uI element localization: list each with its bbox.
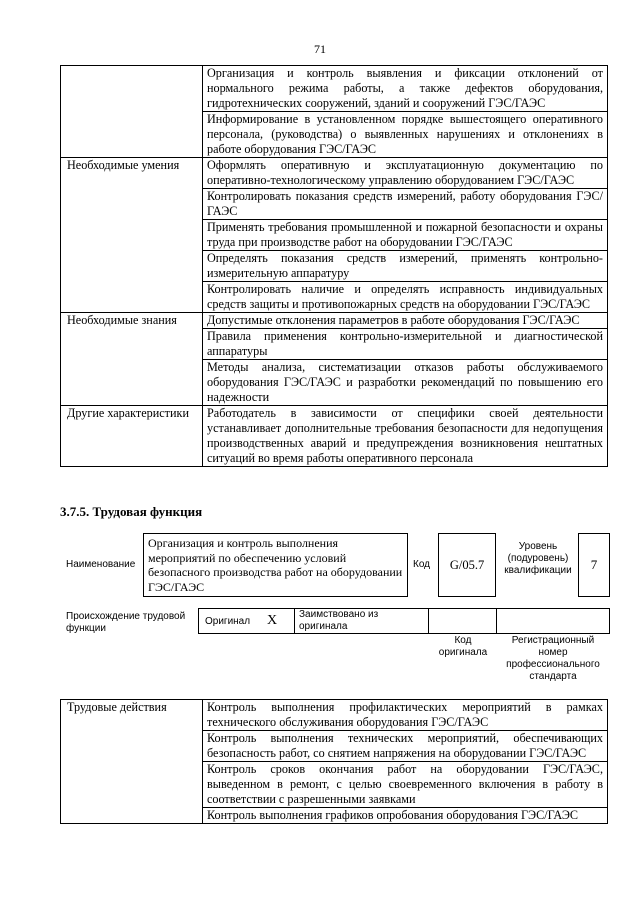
row-text: Работодатель в зависимости от специфики своей деятельности устанавливает дополнительные требования безопасности для недопущения производственных аварий и предупреждения возникновения нештатных ситуаций во время работы оперативного персонала [203,406,608,467]
divider [428,608,429,633]
original-mark: X [267,613,278,628]
reg-number-caption: Регистрационный номер профессионального стандарта [506,635,600,682]
original-label: Оригинал [205,616,251,627]
section-title: 3.7.5. Трудовая функция [60,504,203,519]
row-text: Оформлять оперативную и эксплуатационную документацию по оперативно-технологическому управлению оборудованием ГЭС/ГАЭС [203,158,608,189]
name-value: Организация и контроль выполнения мероприятий по обеспечению условий безопасного производства работ на оборудовании ГЭС/ГАЭС [148,536,403,594]
row-label-other: Другие характеристики [61,406,203,467]
level-label: Уровень (подуровень) квалификации [504,541,572,576]
row-text: Методы анализа, систематизации отказов работы обслуживаемого оборудования ГЭС/ГАЭС и разработки рекомендаций по повышению его надежности [203,360,608,406]
row-text: Организация и контроль выявления и фиксации отклонений от нормального режима работы, а также дефектов оборудования, гидротехнических сооружений, зданий и сооружений ГЭС/ГАЭС [203,66,608,112]
table-row [61,158,608,189]
table-row [61,700,608,731]
page-number: 71 [314,42,326,56]
table-row [61,313,608,329]
origin-label: Происхождение трудовой функции [66,611,186,634]
row-text: Информирование в установленном порядке вышестоящего оперативного персонала, (руководства) о выявленных нарушениях и отклонениях в работе оборудования ГЭС/ГАЭС [203,112,608,158]
divider [496,608,497,633]
table-row [61,406,608,467]
divider [294,608,295,633]
row-text: Контролировать наличие и определять исправность индивидуальных средств защиты и противопожарных средств на оборудовании ГЭС/ГАЭС [203,282,608,313]
action-text: Контроль сроков окончания работ на оборудовании ГЭС/ГАЭС, выведенном в ремонт, с целью своевременного включения в работу в соответствии с разрешенными заявками [203,762,608,808]
action-text: Контроль выполнения технических мероприятий, обеспечивающих безопасность работ, со снятием напряжения на оборудовании ГЭС/ГАЭС [203,731,608,762]
code-original-caption: Код оригинала [438,635,488,658]
row-label-knowledge: Необходимые знания [61,313,203,406]
code-label: Код [413,559,431,570]
level-value: 7 [578,533,610,597]
borrowed-label: Заимствовано из оригинала [299,609,379,632]
row-label-skills: Необходимые умения [61,158,203,313]
row-text: Допустимые отклонения параметров в работе оборудования ГЭС/ГАЭС [203,313,608,329]
row-text: Применять требования промышленной и пожарной безопасности и охраны труда при производстве работ на оборудовании ГЭС/ГАЭС [203,220,608,251]
row-text: Определять показания средств измерений, применять контрольно-измерительную аппаратуру [203,251,608,282]
row-label-actions: Трудовые действия [61,700,203,824]
skills-knowledge-table [60,65,608,467]
row-label [61,66,203,158]
name-box [143,533,408,597]
table-row [61,66,608,112]
code-value: G/05.7 [438,533,496,597]
row-text: Правила применения контрольно-измерительной и диагностической аппаратуры [203,329,608,360]
labor-actions-table [60,699,608,824]
action-text: Контроль выполнения графиков опробования оборудования ГЭС/ГАЭС [203,808,608,824]
name-label: Наименование [66,559,136,570]
row-text: Контролировать показания средств измерений, работу оборудования ГЭС/ГАЭС [203,189,608,220]
action-text: Контроль выполнения профилактических мероприятий в рамках технического обслуживания оборудования ГЭС/ГАЭС [203,700,608,731]
